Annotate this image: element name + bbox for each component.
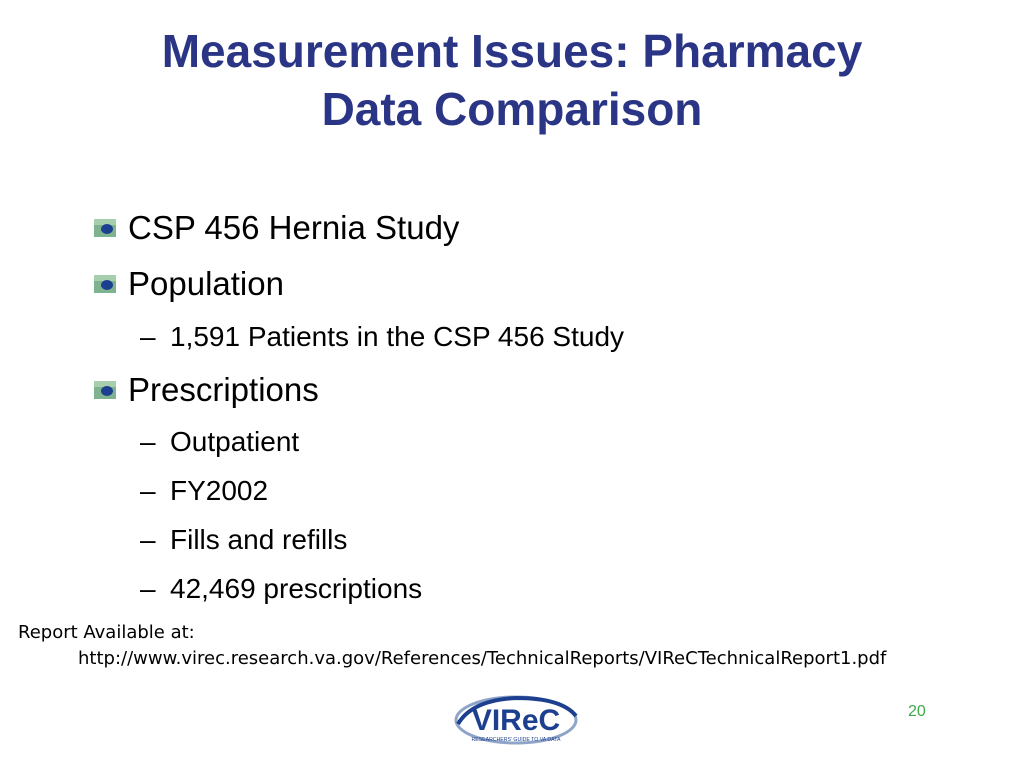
dash-marker: – (140, 475, 156, 506)
logo-tagline: RESEARCHERS' GUIDE TO VA DATA (471, 737, 561, 743)
dash-marker: – (140, 321, 156, 352)
sub-bullet-item (140, 474, 268, 508)
bullet-text: Population (128, 265, 284, 302)
bullet-item (94, 208, 459, 248)
sub-bullet-item (140, 523, 347, 557)
report-label: Report Available at: (18, 622, 195, 643)
report-url-link[interactable]: http://www.virec.research.va.gov/References/TechnicalReports/VIReCTechnicalReport1.pdf (78, 648, 887, 669)
sub-bullet-text: Fills and refills (170, 524, 348, 555)
sub-bullet-text: FY2002 (170, 475, 269, 506)
dash-marker: – (140, 524, 156, 555)
bullet-icon (94, 219, 116, 237)
sub-bullet-text: Outpatient (170, 426, 300, 457)
sub-bullet-item (140, 572, 422, 606)
bullet-text: CSP 456 Hernia Study (128, 209, 460, 246)
sub-bullet-text: 42,469 prescriptions (170, 573, 423, 604)
bullet-text: Prescriptions (128, 371, 319, 408)
dash-marker: – (140, 426, 156, 457)
sub-bullet-text: 1,591 Patients in the CSP 456 Study (170, 321, 625, 352)
virec-logo (452, 694, 582, 750)
bullet-item (94, 264, 284, 304)
page-number: 20 (908, 703, 926, 720)
sub-bullet-item (140, 320, 624, 354)
bullet-icon (94, 275, 116, 293)
dash-marker: – (140, 573, 156, 604)
sub-bullet-item (140, 425, 299, 459)
slide-title (0, 22, 1024, 138)
bullet-item (94, 370, 319, 410)
slide-title-line-2: Data Comparison (321, 83, 703, 135)
slide-title-line-1: Measurement Issues: Pharmacy (161, 25, 863, 77)
logo-wordmark: VIReC (471, 704, 561, 737)
bullet-icon (94, 381, 116, 399)
